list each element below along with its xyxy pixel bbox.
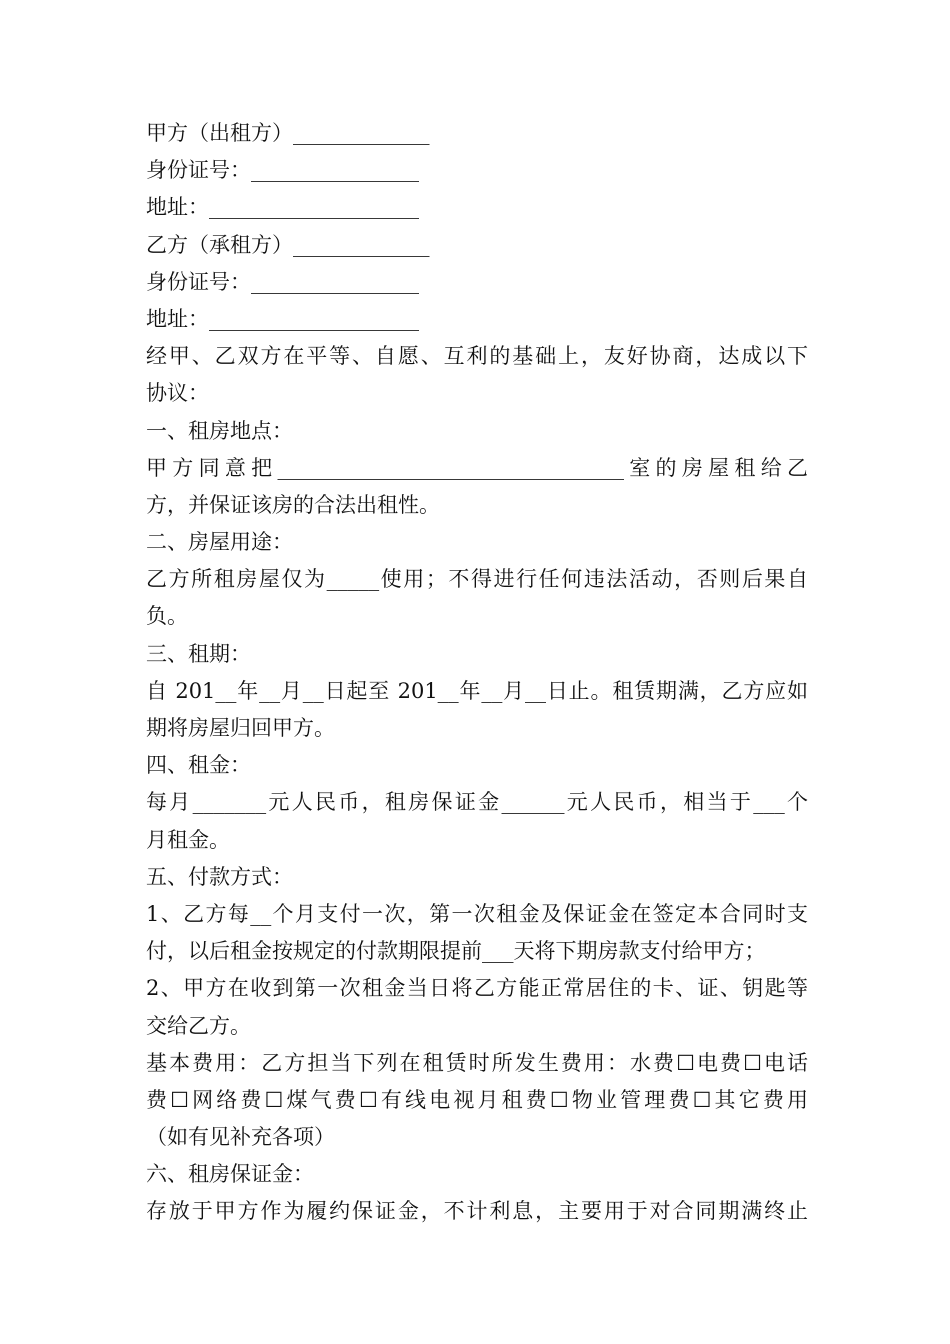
location-line-1: 甲方同意把_________________________________室的房屋租给乙 xyxy=(146,455,808,480)
term-line-1: 自 201__年__月__日起至 201__年__月__日止。租赁期满，乙方应如 xyxy=(146,678,808,703)
section-heading-deposit: 六、租房保证金： xyxy=(146,1162,314,1187)
party-b-address: 地址：____________________ xyxy=(146,306,419,331)
term-line-2: 期将房屋归回甲方。 xyxy=(146,716,335,740)
location-line-2: 方，并保证该房的合法出租性。 xyxy=(146,492,440,517)
usage-line-2: 负。 xyxy=(146,604,188,629)
rent-line-2: 月租金。 xyxy=(146,827,230,852)
party-a-address: 地址：____________________ xyxy=(146,195,419,220)
rent-line-1: 每月_______元人民币，租房保证金______元人民币，相当于___个 xyxy=(146,790,808,815)
deposit-line-1: 存放于甲方作为履约保证金，不计利息，主要用于对合同期满终止 xyxy=(146,1199,808,1224)
basic-fees-line-1: 基本费用：乙方担当下列在租赁时所发生费用：水费☐电费☐电话 xyxy=(146,1050,808,1075)
party-a-id-number: 身份证号：________________ xyxy=(146,158,419,183)
party-a-name: 甲方（出租方）_____________ xyxy=(146,121,430,145)
party-b-name: 乙方（承租方）_____________ xyxy=(146,232,430,257)
preamble-line-1: 经甲、乙双方在平等、自愿、互利的基础上，友好协商，达成以下 xyxy=(146,344,808,369)
section-heading-usage: 二、房屋用途： xyxy=(146,530,293,555)
basic-fees-line-3: （如有见补充各项） xyxy=(146,1125,335,1150)
section-heading-rent: 四、租金： xyxy=(146,753,251,778)
payment-item-1-line-2: 付，以后租金按规定的付款期限提前___天将下期房款支付给甲方； xyxy=(146,939,766,964)
preamble-line-2: 协议： xyxy=(146,381,209,406)
payment-item-2-line-1: 2、甲方在收到第一次租金当日将乙方能正常居住的卡、证、钥匙等 xyxy=(146,976,808,1001)
payment-item-1-line-1: 1、乙方每__个月支付一次，第一次租金及保证金在签定本合同时支 xyxy=(146,901,808,926)
section-heading-payment: 五、付款方式： xyxy=(146,864,293,889)
basic-fees-line-2: 费☐网络费☐煤气费☐有线电视月租费☐物业管理费☐其它费用 xyxy=(146,1087,808,1112)
section-heading-term: 三、租期： xyxy=(146,641,251,666)
payment-item-2-line-2: 交给乙方。 xyxy=(146,1013,251,1038)
section-heading-location: 一、租房地点： xyxy=(146,418,293,443)
party-b-id-number: 身份证号：________________ xyxy=(146,269,419,294)
usage-line-1: 乙方所租房屋仅为_____使用；不得进行任何违法活动，否则后果自 xyxy=(146,567,808,592)
contract-page xyxy=(146,115,808,1231)
